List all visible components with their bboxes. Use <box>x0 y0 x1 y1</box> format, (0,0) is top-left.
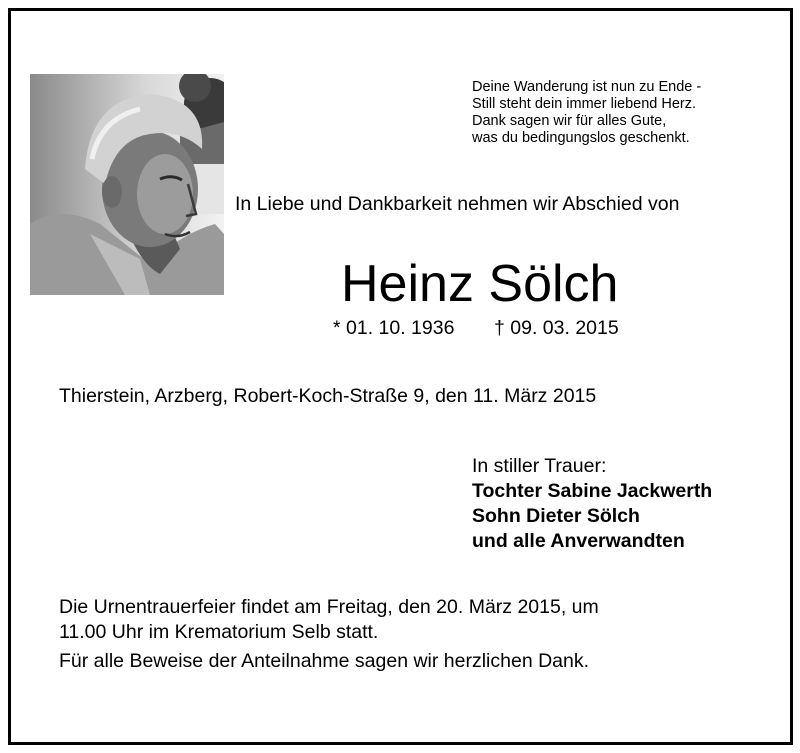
mourner-name: Tochter Sabine Jackwerth <box>472 480 713 502</box>
thanks-note: Für alle Beweise der Anteilnahme sagen wir herzlichen Dank. <box>59 650 590 672</box>
funeral-line-2: 11.00 Uhr im Krematorium Selb statt. <box>59 621 379 643</box>
place-and-date: Thierstein, Arzberg, Robert-Koch-Straße 9, den 11. März 2015 <box>59 385 597 407</box>
funeral-notice <box>59 595 599 645</box>
poem-line-1: Deine Wanderung ist nun zu Ende - <box>472 79 702 95</box>
farewell-intro: In Liebe und Dankbarkeit nehmen wir Abschied von <box>235 193 680 215</box>
mourners-heading: In stiller Trauer: <box>472 455 607 477</box>
deceased-name: Heinz Sölch <box>341 255 619 313</box>
poem-line-3: Dank sagen wir für alles Gute, <box>472 113 667 129</box>
death-date: † 09. 03. 2015 <box>494 317 619 339</box>
funeral-line-1: Die Urnentrauerfeier findet am Freitag, den 20. März 2015, um <box>59 596 599 618</box>
mourner-name: und alle Anverwandten <box>472 530 685 552</box>
mourner-name: Sohn Dieter Sölch <box>472 505 640 527</box>
mourners-block <box>472 454 712 554</box>
memorial-poem <box>472 79 701 147</box>
portrait-photo <box>30 74 224 295</box>
poem-line-4: was du bedingungslos geschenkt. <box>472 130 690 146</box>
birth-date: * 01. 10. 1936 <box>333 317 455 339</box>
poem-line-2: Still steht dein immer liebend Herz. <box>472 96 697 112</box>
